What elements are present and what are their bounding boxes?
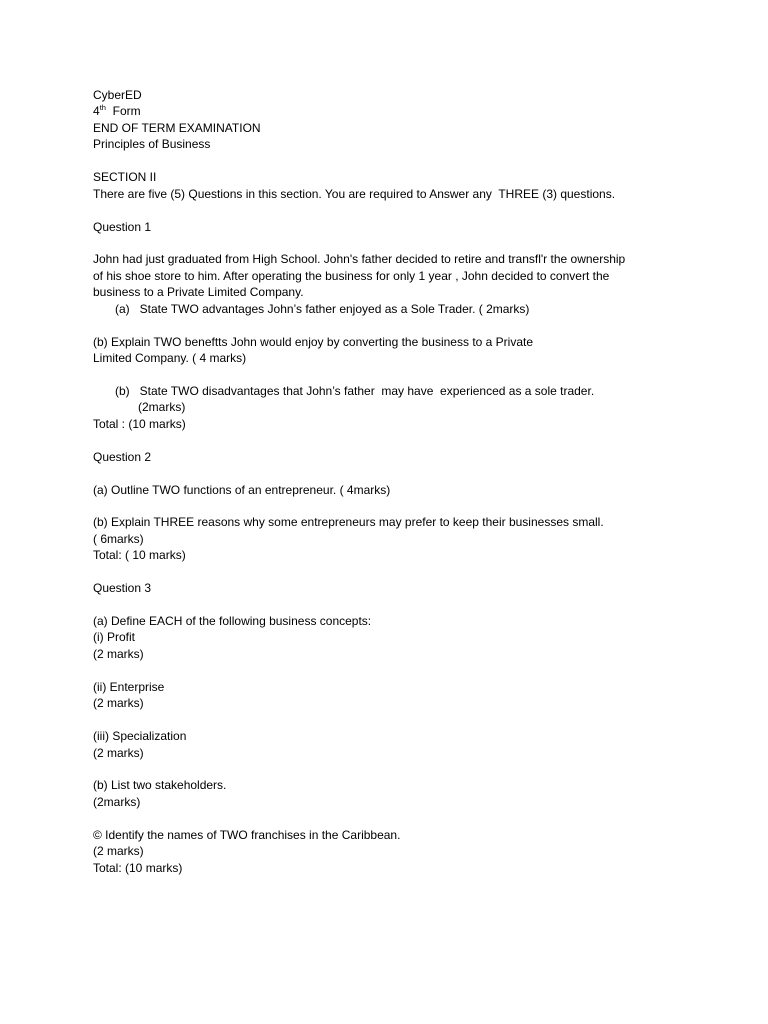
question-1-part-c-marks: (2marks) (138, 400, 186, 415)
question-1-total: Total : (10 marks) (93, 416, 186, 431)
question-3-part-b: (b) List two stakeholders. (93, 778, 227, 793)
spacer (93, 498, 693, 514)
exam-title: END OF TERM EXAMINATION (93, 120, 261, 135)
form-suffix: th (99, 103, 106, 113)
question-2-part-a: (a) Outline TWO functions of an entrepreneur. ( 4marks) (93, 482, 391, 497)
subject-title: Principles of Business (93, 137, 211, 152)
question-3-part-a: (a) Define EACH of the following business concepts: (93, 614, 372, 628)
concept-enterprise: (ii) Enterprise (93, 679, 165, 694)
spacer (93, 153, 693, 169)
question-2-part-b: (b) Explain THREE reasons why some entrepreneurs may prefer to keep their businesses small. (93, 515, 604, 530)
question-3-heading: Question 3 (93, 581, 152, 596)
spacer (93, 235, 693, 251)
school-name: CyberED (93, 88, 142, 102)
spacer (93, 432, 693, 448)
spacer (93, 761, 693, 777)
spacer (93, 712, 693, 728)
spacer (93, 317, 693, 333)
document-body (93, 87, 693, 876)
question-1-passage-line: business to a Private Limited Company. (93, 285, 304, 300)
question-3-part-c-marks: (2 marks) (93, 844, 144, 859)
spacer (93, 564, 693, 580)
question-3-part-b-marks: (2marks) (93, 794, 141, 809)
concept-specialization-marks: (2 marks) (93, 745, 144, 760)
form-number: 4 (93, 104, 100, 119)
section-instructions: There are five (5) Questions in this section. You are required to Answer any THREE (3) questions. (93, 186, 616, 201)
question-2-part-b-marks: ( 6marks) (93, 531, 144, 546)
concept-profit-marks: (2 marks) (93, 646, 144, 661)
concept-enterprise-marks: (2 marks) (93, 696, 144, 711)
concept-specialization: (iii) Specialization (93, 729, 187, 744)
form-level (93, 103, 693, 119)
spacer (93, 662, 693, 678)
question-2-heading: Question 2 (93, 449, 152, 464)
spacer (93, 465, 693, 481)
question-3-part-c: © Identify the names of TWO franchises in the Caribbean. (93, 827, 401, 842)
question-3-total: Total: (10 marks) (93, 860, 183, 875)
question-1-part-b-cont: Limited Company. ( 4 marks) (93, 351, 247, 365)
spacer (93, 597, 693, 613)
question-1-part-a: (a) State TWO advantages John’s father enjoyed as a Sole Trader. ( 2marks) (115, 301, 530, 316)
question-1-part-c: (b) State TWO disadvantages that John’s father may have experienced as a sole trader. (115, 383, 595, 398)
concept-profit: (i) Profit (93, 630, 135, 645)
question-1-passage-line: John had just graduated from High School. John's father decided to retire and transfl'r the ownership (93, 252, 626, 267)
spacer (93, 202, 693, 218)
question-1-heading: Question 1 (93, 219, 152, 234)
question-2-total: Total: ( 10 marks) (93, 548, 186, 563)
section-title: SECTION II (93, 170, 157, 185)
question-1-passage-line: of his shoe store to him. After operating the business for only 1 year , John decided to convert the (93, 268, 610, 283)
spacer (93, 366, 693, 382)
form-word: Form (112, 104, 141, 119)
spacer (93, 810, 693, 826)
question-1-part-b: (b) Explain TWO beneftts John would enjoy by converting the business to a Private (93, 334, 534, 349)
